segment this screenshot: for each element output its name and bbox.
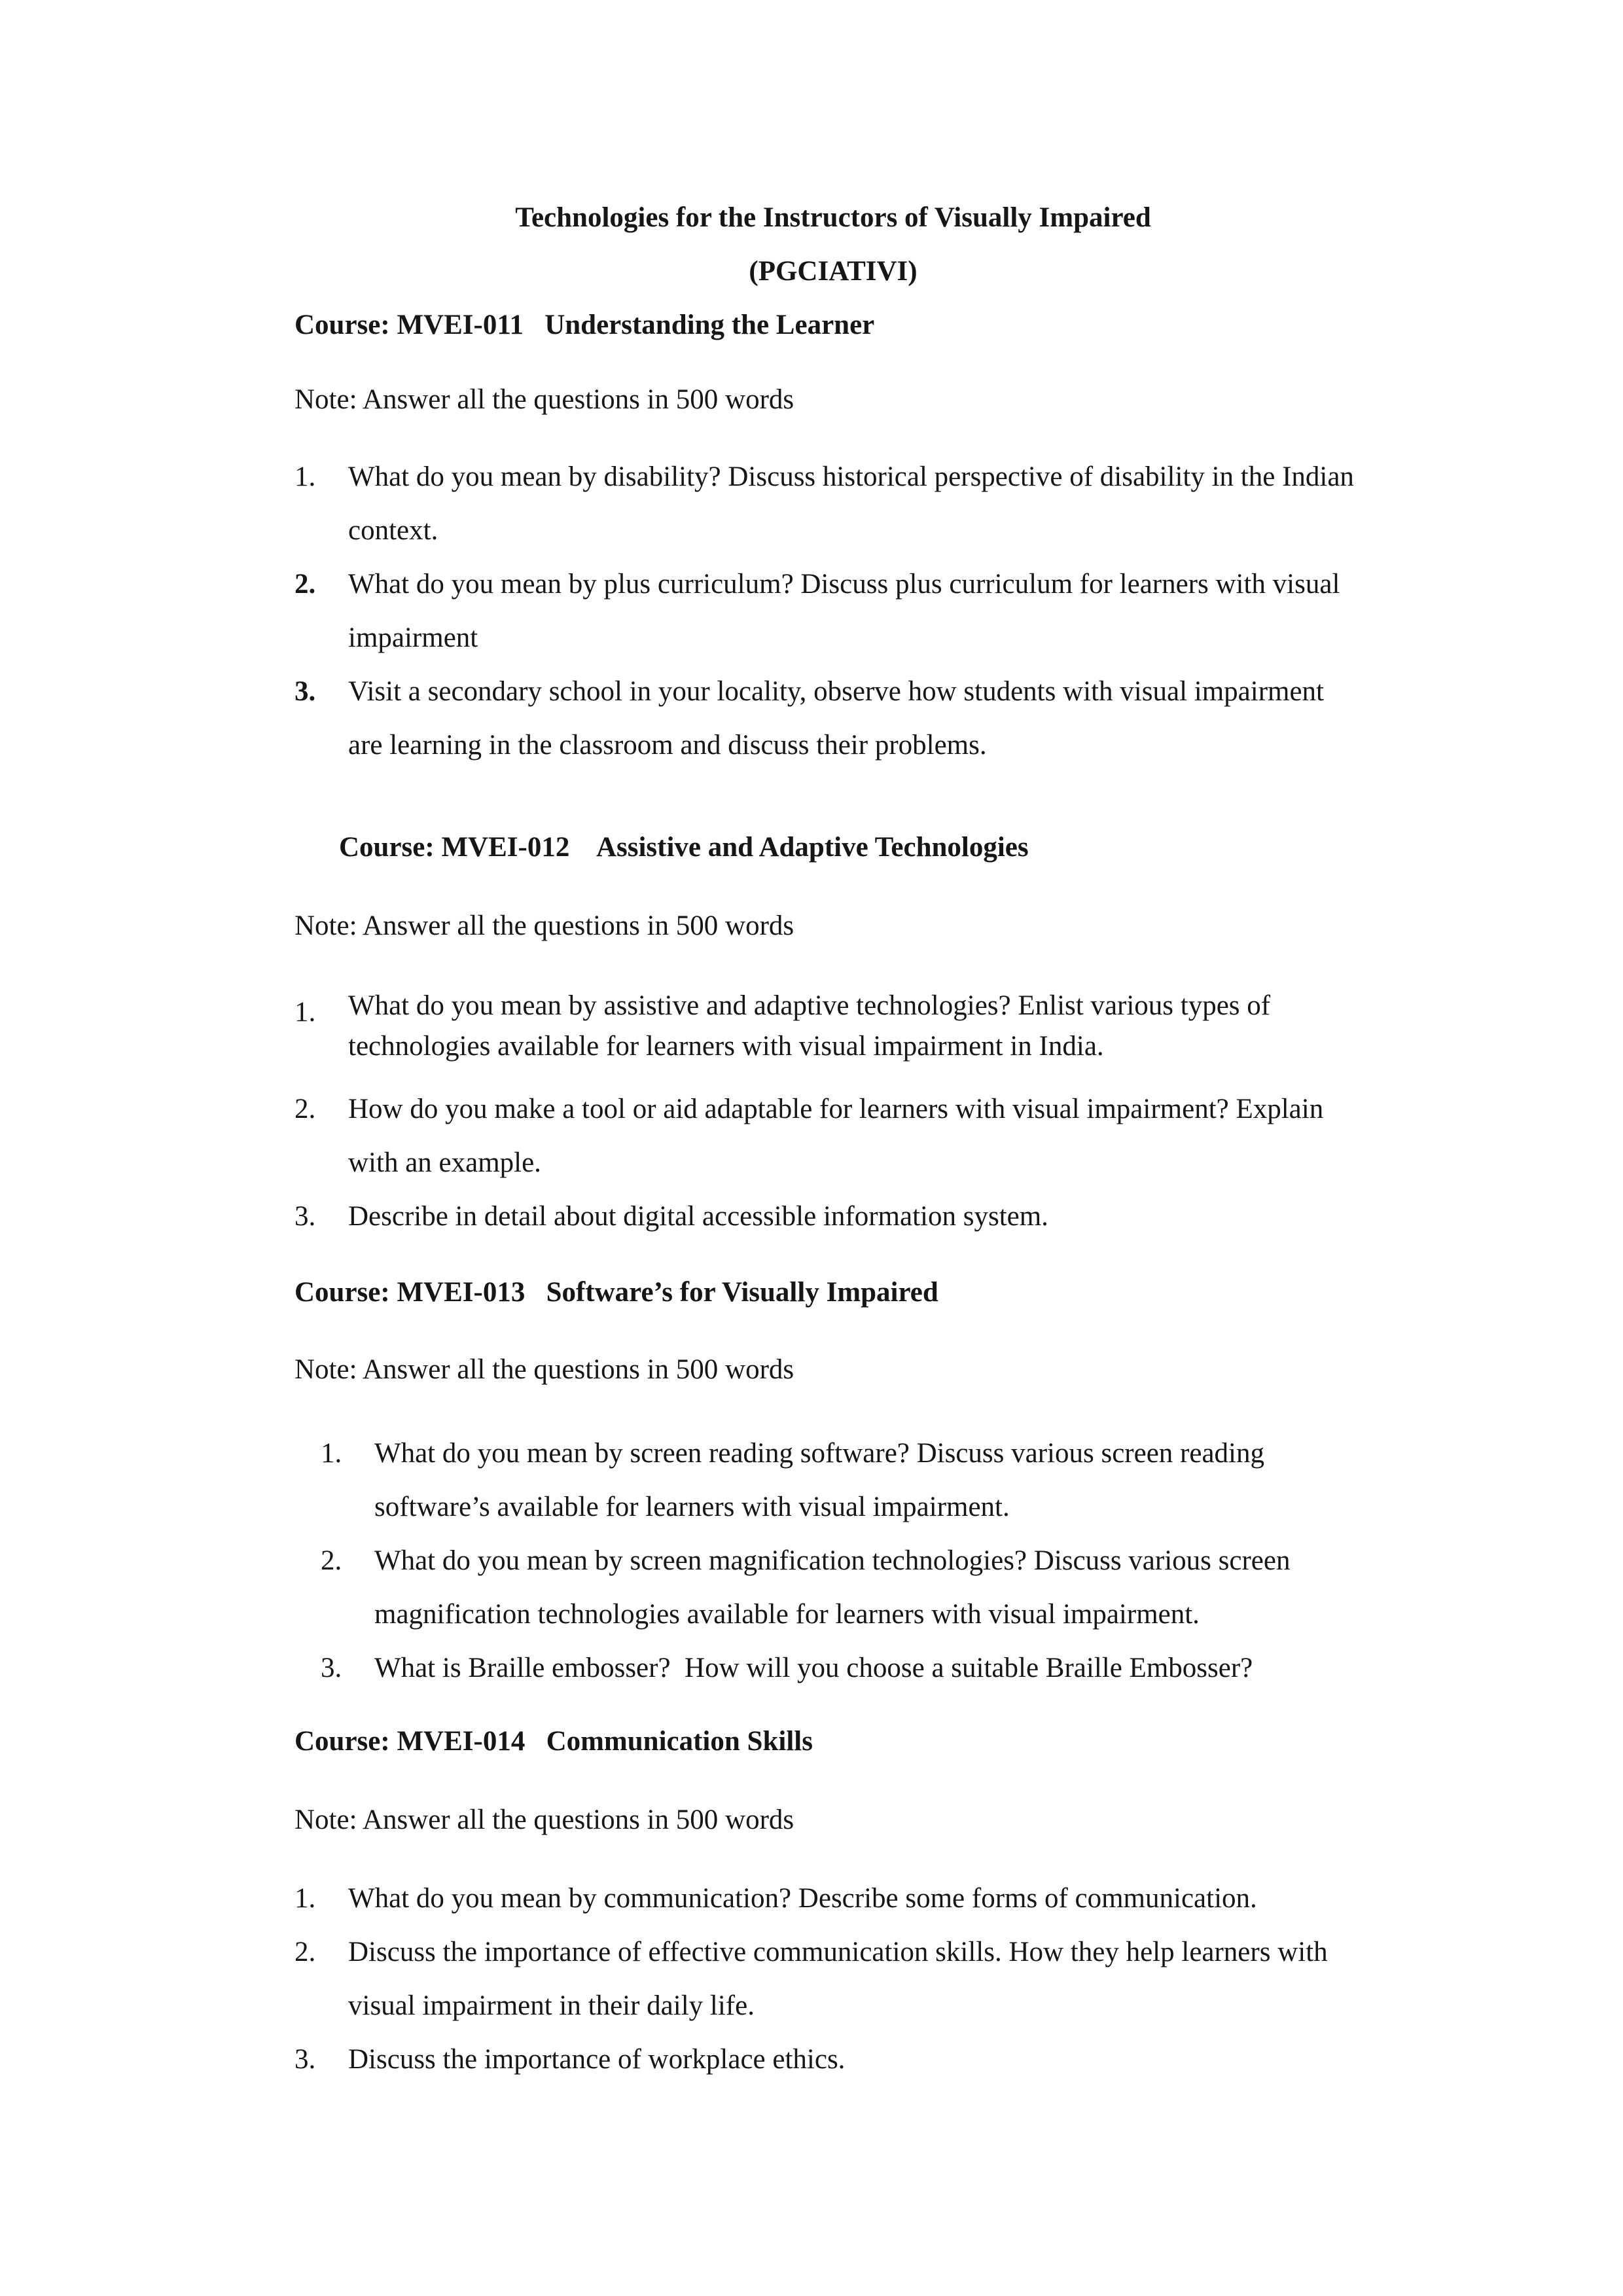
question-line: are learning in the classroom and discuss their problems. bbox=[348, 730, 987, 761]
question-number: 1. bbox=[294, 997, 316, 1028]
question-text bbox=[348, 1872, 1257, 1926]
question-line: What do you mean by screen reading software? Discuss various screen reading bbox=[374, 1438, 1264, 1469]
question-item bbox=[294, 558, 1414, 665]
question-line: impairment bbox=[348, 622, 478, 653]
course-heading: Course: MVEI-012 Assistive and Adaptive Technologies bbox=[339, 832, 1029, 863]
question-number: 1. bbox=[294, 1883, 316, 1914]
question-text bbox=[374, 1534, 1290, 1641]
question-line: What do you mean by screen magnification technologies? Discuss various screen bbox=[374, 1545, 1291, 1576]
question-list bbox=[294, 1427, 1414, 1695]
course-section-mvei-012 bbox=[294, 821, 1414, 1244]
question-item bbox=[294, 1872, 1414, 1926]
question-line: What do you mean by disability? Discuss historical perspective of disability in the Indian bbox=[348, 461, 1354, 492]
question-number: 3. bbox=[294, 676, 316, 707]
question-line: What do you mean by plus curriculum? Discuss plus curriculum for learners with visual bbox=[348, 569, 1340, 600]
question-list bbox=[294, 1872, 1414, 2087]
question-line: What do you mean by assistive and adaptive technologies? Enlist various types of bbox=[348, 990, 1271, 1021]
question-text bbox=[348, 1926, 1328, 2033]
question-item bbox=[294, 1083, 1414, 1190]
document-title: Technologies for the Instructors of Visually Impaired bbox=[515, 202, 1151, 233]
question-item bbox=[294, 979, 1414, 1073]
question-line: Describe in detail about digital accessible information system. bbox=[348, 1201, 1048, 1232]
course-section-mvei-011 bbox=[294, 298, 1414, 772]
question-list bbox=[294, 979, 1414, 1244]
question-line: Discuss the importance of effective communication skills. How they help learners with bbox=[348, 1937, 1328, 1967]
question-number: 3. bbox=[294, 1201, 316, 1232]
question-text bbox=[348, 2033, 845, 2087]
question-line: software’s available for learners with visual impairment. bbox=[374, 1492, 1010, 1522]
question-item bbox=[294, 2033, 1414, 2087]
note-line: Note: Answer all the questions in 500 words bbox=[294, 1354, 794, 1385]
question-text bbox=[374, 1427, 1264, 1534]
question-text bbox=[374, 1641, 1253, 1695]
question-text bbox=[348, 1190, 1048, 1244]
question-number: 3. bbox=[321, 1653, 342, 1683]
question-line: How do you make a tool or aid adaptable for learners with visual impairment? Explain bbox=[348, 1094, 1324, 1124]
question-number: 1. bbox=[321, 1438, 342, 1469]
note-line: Note: Answer all the questions in 500 words bbox=[294, 910, 794, 941]
question-item bbox=[321, 1641, 1414, 1695]
question-list bbox=[294, 450, 1414, 772]
question-line: What do you mean by communication? Describe some forms of communication. bbox=[348, 1883, 1257, 1914]
course-section-mvei-014 bbox=[294, 1715, 1414, 2087]
note-line: Note: Answer all the questions in 500 words bbox=[294, 384, 794, 415]
question-line: with an example. bbox=[348, 1147, 541, 1178]
question-item bbox=[321, 1534, 1414, 1641]
question-item bbox=[294, 665, 1414, 772]
question-text bbox=[348, 986, 1270, 1067]
question-line: technologies available for learners with visual impairment in India. bbox=[348, 1031, 1104, 1062]
course-heading: Course: MVEI-014 Communication Skills bbox=[294, 1726, 813, 1757]
question-number: 2. bbox=[294, 1094, 316, 1124]
question-number: 3. bbox=[294, 2044, 316, 2075]
question-line: Discuss the importance of workplace ethics. bbox=[348, 2044, 846, 2075]
question-number: 1. bbox=[294, 461, 316, 492]
course-heading: Course: MVEI-011 Understanding the Learner bbox=[294, 310, 875, 340]
document-subtitle: (PGCIATIVI) bbox=[749, 256, 918, 287]
question-item bbox=[294, 450, 1414, 558]
course-heading: Course: MVEI-013 Software’s for Visually Impaired bbox=[294, 1277, 938, 1308]
question-text bbox=[348, 558, 1340, 665]
question-line: visual impairment in their daily life. bbox=[348, 1990, 755, 2021]
question-line: What is Braille embosser? How will you choose a suitable Braille Embosser? bbox=[374, 1653, 1253, 1683]
question-line: Visit a secondary school in your locality, observe how students with visual impairment bbox=[348, 676, 1324, 707]
question-item bbox=[294, 1190, 1414, 1244]
question-number: 2. bbox=[294, 569, 316, 600]
question-item bbox=[294, 1926, 1414, 2033]
question-line: magnification technologies available for learners with visual impairment. bbox=[374, 1599, 1200, 1630]
question-text bbox=[348, 1083, 1323, 1190]
question-line: context. bbox=[348, 515, 438, 546]
question-number: 2. bbox=[321, 1545, 342, 1576]
question-number: 2. bbox=[294, 1937, 316, 1967]
question-item bbox=[321, 1427, 1414, 1534]
course-section-mvei-013 bbox=[294, 1266, 1414, 1695]
question-text bbox=[348, 450, 1354, 558]
note-line: Note: Answer all the questions in 500 words bbox=[294, 1804, 794, 1835]
question-text bbox=[348, 665, 1324, 772]
